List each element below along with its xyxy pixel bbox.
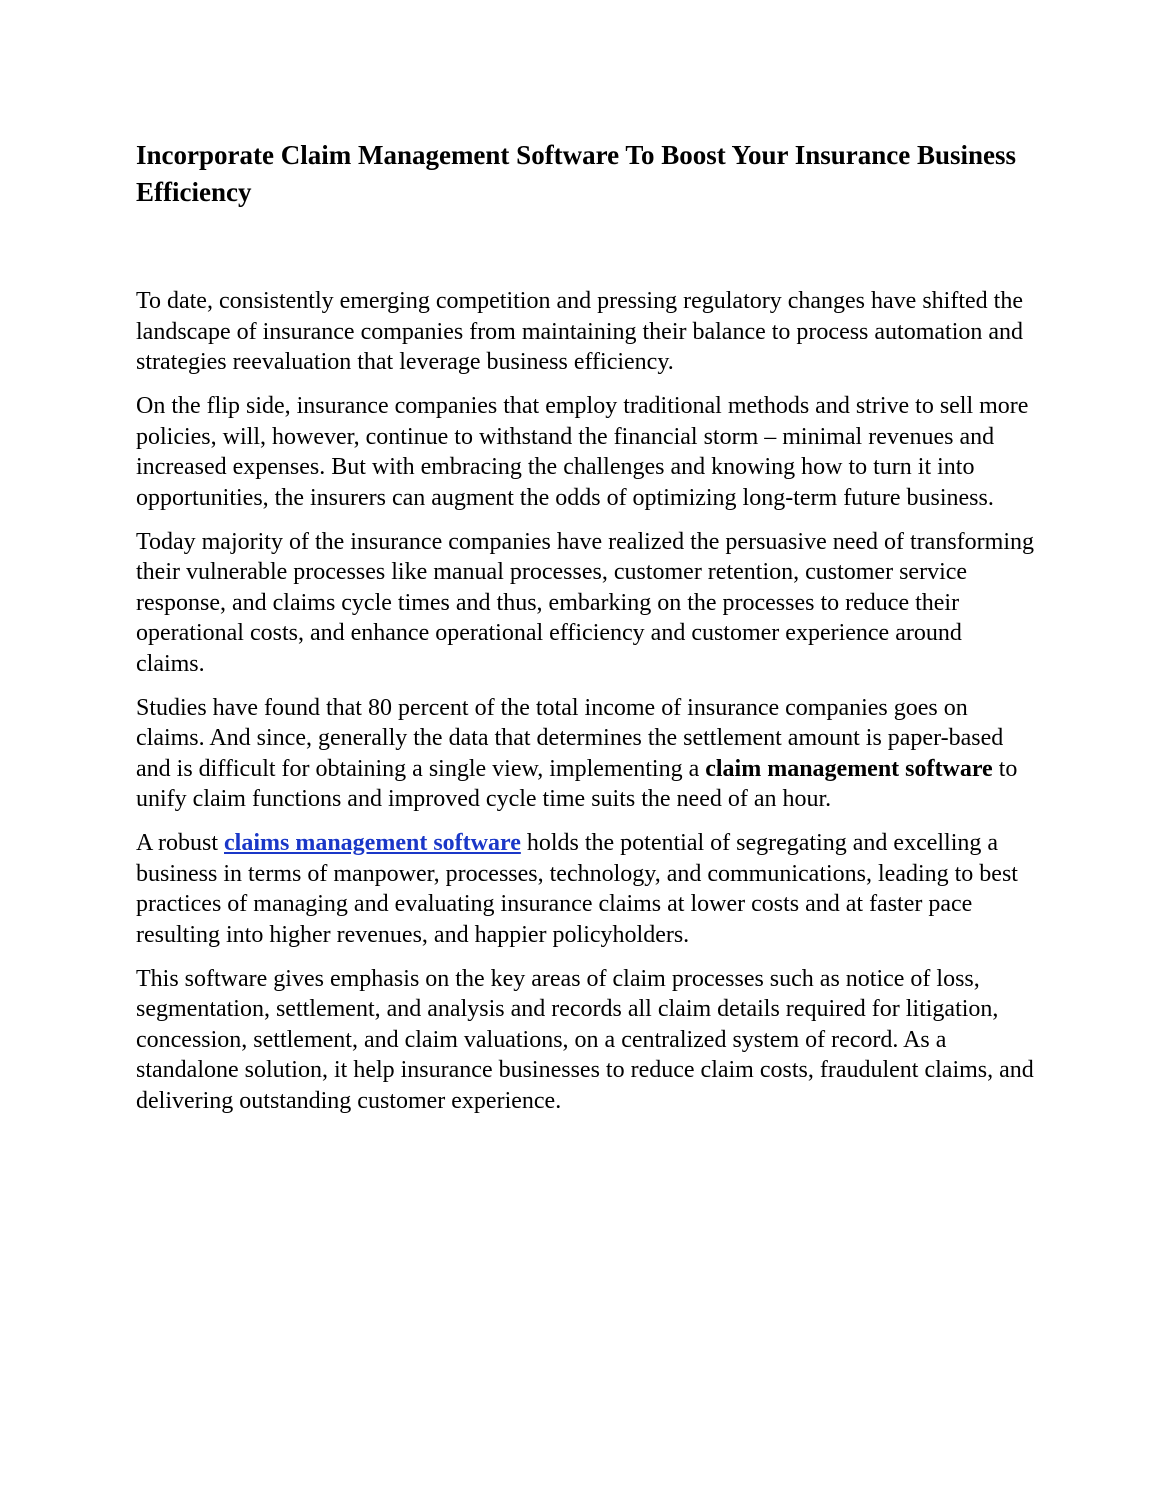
- document-body: [136, 137, 1036, 1130]
- paragraph-studies-text-before: Studies have found that 80 percent of the total income of insurance companies goes on claims. And since, generally the data that determines the settlement amount is paper-based and is difficult for obtaining a single view, implementing a: [136, 694, 1004, 782]
- claims-management-software-link[interactable]: claims management software: [224, 830, 521, 856]
- paragraph-robust-text-before: A robust: [136, 830, 225, 856]
- paragraph-flip-side: On the flip side, insurance companies that employ traditional methods and strive to sell more policies, will, however, continue to withstand the financial storm – minimal revenues and increased expenses. But with embracing the challenges and knowing how to turn it into opportunities, the insurers can augment the odds of optimizing long-term future business.: [136, 393, 1029, 511]
- paragraph-emphasis: This software gives emphasis on the key areas of claim processes such as notice of loss, segmentation, settlement, and analysis and records all claim details required for litigation, concession, settlement, and claim valuations, on a centralized system of record. As a standalone solution, it help insurance businesses to reduce claim costs, fraudulent claims, and delivering outstanding customer experience.: [136, 965, 1034, 1114]
- paragraph-studies: [136, 693, 1036, 815]
- paragraph-robust: [136, 828, 1036, 950]
- paragraph-majority: Today majority of the insurance companies have realized the persuasive need of transforming their vulnerable processes like manual processes, customer retention, customer service response, and claims cycle times and thus, embarking on the processes to reduce their operational costs, and enhance operational efficiency and customer experience around claims.: [136, 528, 1034, 677]
- paragraph-intro: To date, consistently emerging competition and pressing regulatory changes have shifted the landscape of insurance companies from maintaining their balance to process automation and strategies reevaluation that leverage business efficiency.: [136, 288, 1024, 375]
- paragraph-studies-text-after: to unify claim functions and improved cycle time suits the need of an hour.: [136, 755, 1018, 812]
- document-title: Incorporate Claim Management Software To Boost Your Insurance Business Efficiency: [136, 140, 1017, 207]
- paragraph-robust-text-after: holds the potential of segregating and excelling a business in terms of manpower, processes, technology, and communications, leading to best practices of managing and evaluating insurance claims at lower costs and at faster pace resulting into higher revenues, and happier policyholders.: [136, 830, 1018, 948]
- bold-term-claim-management-software: claim management software: [705, 755, 993, 782]
